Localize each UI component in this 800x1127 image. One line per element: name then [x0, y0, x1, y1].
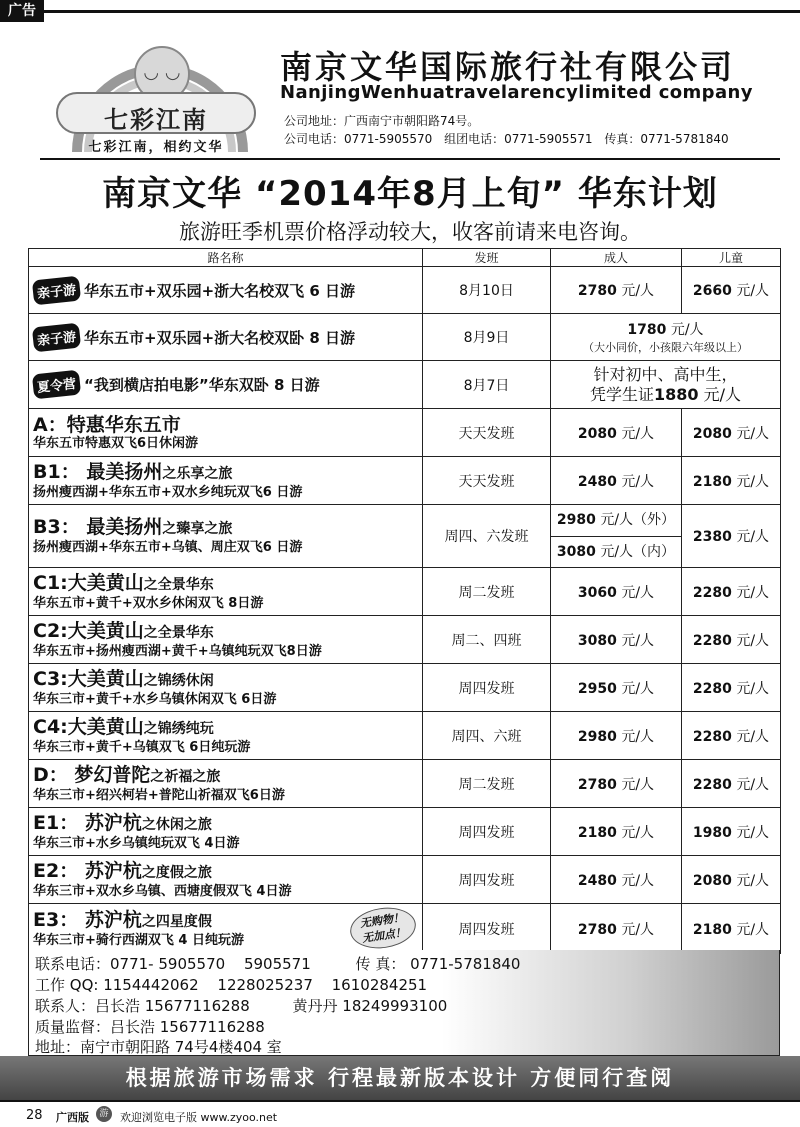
- adult-price-cell: [551, 712, 682, 760]
- plan-title: 南京文华 “2014年8月上旬” 华东计划: [102, 174, 718, 214]
- route-suffix: 之度假之旅: [141, 864, 212, 881]
- adult-price: 2780: [577, 776, 617, 793]
- contact-quality: 质量监督：吕长浩 15677116288: [35, 1018, 265, 1036]
- child-price-cell: [682, 267, 781, 314]
- contact-phone: 联系电话：0771- 5905570: [35, 955, 226, 973]
- adult-price: 2780: [577, 921, 617, 938]
- route-name-line: [33, 516, 422, 540]
- route-name-line: [33, 812, 422, 836]
- route-name-line: [33, 572, 422, 596]
- adult-price: 3080: [577, 632, 617, 649]
- adult-price-cell: [551, 361, 781, 409]
- route-name: E2： 苏沪杭: [33, 859, 142, 882]
- route-cell: [29, 664, 423, 712]
- route-name: B1： 最美扬州: [33, 460, 163, 483]
- contact-person-2: 黄丹丹 18249993100: [292, 997, 448, 1015]
- header-departure: 发班: [423, 249, 551, 267]
- child-unit: 元/人: [736, 283, 770, 299]
- route-desc: 华东五市+扬州瘦西湖+黄千+乌镇纯玩双飞8日游: [33, 643, 322, 659]
- adult-price-cell: [551, 664, 682, 712]
- route-cell: [29, 361, 423, 409]
- adult-price: 2180: [577, 824, 617, 841]
- adult-price-cell: [551, 505, 682, 568]
- adult-price-cell: [551, 616, 682, 664]
- adult-price-inside: [551, 536, 681, 567]
- table-row: [29, 616, 781, 664]
- child-price: 1980: [692, 824, 732, 841]
- child-price-cell: [682, 568, 781, 616]
- smile-icon: ◡ ◡: [143, 62, 181, 83]
- company-phones: [284, 130, 737, 147]
- adult-price: 2780: [577, 283, 617, 299]
- adult-unit: 元/人: [621, 872, 655, 889]
- adult-unit: 元/人: [621, 584, 655, 601]
- adult-price-cell: [551, 409, 682, 457]
- route-name: “我到横店拍电影”华东双卧 8 日游: [84, 376, 320, 394]
- route-desc: 扬州瘦西湖+华东五市+乌镇、周庄双飞6 日游: [33, 540, 303, 555]
- route-name-line: [33, 620, 422, 644]
- adult-price: 2980: [556, 512, 596, 528]
- route-suffix: 之乐享之旅: [162, 465, 233, 482]
- adult-price: 2480: [577, 872, 617, 889]
- child-price-cell: [682, 664, 781, 712]
- ad-label: 广告: [0, 0, 44, 22]
- child-price-cell: [682, 712, 781, 760]
- route-name: C2:大美黄山: [33, 619, 144, 642]
- adult-price: 2980: [577, 728, 617, 745]
- route-desc: 华东三市+黄千+乌镇双飞 6日纯玩游: [33, 739, 251, 755]
- child-price: 2280: [692, 776, 732, 793]
- route-desc: 华东三市+水乡乌镇纯玩双飞 4日游: [33, 835, 240, 851]
- child-unit: 元/人: [736, 824, 770, 841]
- route-suffix: 之锦绣休闲: [143, 672, 214, 689]
- adult-unit: 元/人（外）: [600, 512, 676, 528]
- contact-qq-2: 1228025237: [217, 976, 313, 994]
- table-header-row: [29, 249, 781, 267]
- route-name: C3:大美黄山: [33, 667, 144, 690]
- adult-price-cell: [551, 904, 682, 954]
- child-unit: 元/人: [736, 680, 770, 697]
- contact-phone-line: [35, 953, 534, 974]
- adult-unit: 元/人: [621, 680, 655, 697]
- contact-phone-2: 5905571: [243, 955, 311, 973]
- company-header: [40, 24, 780, 158]
- price-note-line: [551, 385, 780, 405]
- route-cell: [29, 712, 423, 760]
- route-cell: [29, 409, 423, 457]
- price-note: 针对初中、高中生，: [593, 364, 738, 384]
- edition-label: 广西版: [56, 1111, 89, 1124]
- departure-cell: 周二发班: [423, 568, 551, 616]
- table-row: [29, 457, 781, 505]
- route-cell: [29, 267, 423, 314]
- route-name-line: [33, 716, 422, 740]
- contact-qq-3: 1610284251: [331, 976, 428, 994]
- table-row: [29, 267, 781, 314]
- adult-price-cell: [551, 267, 682, 314]
- contact-fax: 传 真： 0771-5781840: [355, 955, 521, 973]
- route-desc: 华东五市+黄千+双水乡休闲双飞 8日游: [33, 595, 264, 611]
- route-suffix: 之臻享之旅: [162, 521, 233, 537]
- company-logo: [40, 24, 272, 156]
- child-price: 2180: [692, 473, 732, 490]
- route-desc: 华东五市特惠双飞6日休闲游: [33, 435, 199, 451]
- summer-camp-badge: 夏令营: [32, 370, 81, 400]
- adult-unit: 元/人: [621, 473, 655, 490]
- route-name-line: [33, 461, 422, 485]
- child-price: 2280: [692, 728, 732, 745]
- route-desc: 华东三市+双水乡乌镇、西塘度假双飞 4日游: [33, 883, 292, 899]
- table-row: [29, 409, 781, 457]
- adult-unit: 元/人: [621, 283, 655, 299]
- table-row: [29, 314, 781, 361]
- adult-price: 3060: [577, 584, 617, 601]
- route-name: 华东五市+双乐园+浙大名校双飞 6 日游: [84, 281, 356, 300]
- departure-cell: 天天发班: [423, 409, 551, 457]
- header-adult: 成人: [551, 249, 682, 267]
- route-name: C4:大美黄山: [33, 715, 144, 738]
- table-row: [29, 361, 781, 409]
- child-price: 2280: [692, 632, 732, 649]
- departure-cell: 天天发班: [423, 457, 551, 505]
- header-child: 儿童: [682, 249, 781, 267]
- price-note-prefix: 凭学生证: [589, 384, 654, 404]
- route-desc: 华东三市+黄千+水乡乌镇休闲双飞 6日游: [33, 691, 277, 707]
- route-desc: 扬州瘦西湖+华东五市+双水乡纯玩双飞6 日游: [33, 484, 303, 500]
- child-unit: 元/人: [736, 872, 770, 889]
- top-bar: [0, 0, 800, 24]
- stamp-line: 无购物！: [359, 911, 405, 931]
- adult-price: 1780: [627, 322, 667, 338]
- adult-unit: 元/人: [670, 322, 704, 338]
- company-fax: 传真：0771-5781840: [604, 132, 729, 146]
- logo-slogan: 七彩江南，相约文华: [88, 140, 224, 155]
- company-address: 公司地址：广西南宁市朝阳路74号。: [284, 114, 480, 128]
- child-unit: 元/人: [736, 728, 770, 745]
- child-price-cell: [682, 457, 781, 505]
- route-cell: [29, 457, 423, 505]
- table-row: [29, 808, 781, 856]
- route-name: E1： 苏沪杭: [33, 811, 142, 834]
- route-suffix: 之休闲之旅: [141, 816, 212, 833]
- child-price: 2280: [692, 680, 732, 697]
- child-unit: 元/人: [736, 776, 770, 793]
- table-row: [29, 505, 781, 568]
- page-number: 28: [26, 1108, 43, 1123]
- adult-unit: 元/人: [621, 824, 655, 841]
- departure-cell: 周四发班: [423, 904, 551, 954]
- child-price-cell: [682, 856, 781, 904]
- route-name-line: [33, 764, 422, 788]
- child-price-cell: [682, 808, 781, 856]
- table-row: [29, 568, 781, 616]
- child-price-cell: [682, 505, 781, 568]
- departure-cell: 周二发班: [423, 760, 551, 808]
- route-cell: [29, 616, 423, 664]
- adult-price: 2080: [577, 425, 617, 442]
- table-row: [29, 760, 781, 808]
- route-suffix: 之锦绣纯玩: [143, 720, 214, 737]
- adult-price-cell: [551, 457, 682, 505]
- child-unit: 元/人: [736, 473, 770, 490]
- contact-person-line: [35, 995, 461, 1016]
- departure-cell: 8月10日: [423, 267, 551, 314]
- price-note: （大小同价，小孩限六年级以上）: [583, 341, 748, 354]
- departure-cell: 周四、六发班: [423, 505, 551, 568]
- adult-unit: 元/人: [621, 632, 655, 649]
- group-phone: 组团电话：0771-5905571: [444, 132, 593, 146]
- route-cell: [29, 856, 423, 904]
- route-suffix: 之全景华东: [143, 576, 214, 593]
- departure-cell: 周四、六班: [423, 712, 551, 760]
- route-name: E3： 苏沪杭: [33, 908, 142, 931]
- contact-address: 地址：南宁市朝阳路 74号4楼404 室: [35, 1038, 282, 1056]
- adult-price: 1880: [653, 384, 699, 404]
- child-unit: 元/人: [736, 632, 770, 649]
- family-badge: 亲子游: [32, 275, 81, 305]
- table-row: [29, 856, 781, 904]
- contact-person-1: 联系人：吕长浩 15677116288: [35, 997, 250, 1015]
- adult-unit: 元/人: [621, 425, 655, 442]
- departure-cell: 周四发班: [423, 856, 551, 904]
- route-table: [28, 248, 781, 954]
- route-suffix: 之祈福之旅: [150, 768, 221, 785]
- adult-unit: 元/人: [621, 776, 655, 793]
- header-divider: [40, 158, 780, 160]
- child-unit: 元/人: [736, 921, 770, 938]
- child-price: 2080: [692, 872, 732, 889]
- child-unit: 元/人: [736, 529, 770, 545]
- route-cell: [29, 505, 423, 568]
- adult-price: 2480: [577, 473, 617, 490]
- route-desc: 华东三市+骑行西湖双飞 4 日纯玩游: [33, 932, 244, 948]
- route-name: A：特惠华东五市: [33, 413, 181, 436]
- contact-qq: 工作 QQ: 1154442062: [35, 976, 199, 994]
- adult-unit: 元/人: [621, 921, 655, 938]
- route-desc: 华东三市+绍兴柯岩+普陀山祈福双飞6日游: [33, 787, 285, 803]
- plan-notice: 旅游旺季机票价格浮动较大，收客前请来电咨询。: [179, 220, 641, 244]
- route-cell: [29, 760, 423, 808]
- bottom-banner: 根据旅游市场需求 行程最新版本设计 方便同行查阅: [0, 1056, 800, 1100]
- table-row: [29, 712, 781, 760]
- family-badge: 亲子游: [32, 322, 81, 352]
- contact-section: [28, 950, 780, 1056]
- route-name: 华东五市+双乐园+浙大名校双卧 8 日游: [84, 328, 356, 347]
- company-name-en: NanjingWenhuatravelarencylimited company: [280, 82, 753, 103]
- route-cell: [29, 808, 423, 856]
- child-price-cell: [682, 904, 781, 954]
- route-suffix: 之四星度假: [141, 913, 212, 930]
- route-cell: [29, 904, 423, 954]
- child-unit: 元/人: [736, 425, 770, 442]
- child-price: 2180: [692, 921, 732, 938]
- route-suffix: 之全景华东: [143, 624, 214, 641]
- child-price: 2660: [692, 283, 732, 299]
- adult-unit: 元/人（内）: [600, 544, 676, 560]
- adult-unit: 元/人: [703, 384, 742, 404]
- top-rule: [44, 10, 800, 13]
- adult-price-cell: [551, 760, 682, 808]
- stamp-line: 无加点！: [361, 925, 407, 945]
- table-row: [29, 904, 781, 954]
- page-footer: [0, 1100, 800, 1127]
- child-price: 2380: [692, 529, 732, 545]
- child-price-cell: [682, 409, 781, 457]
- route-name: D： 梦幻普陀: [33, 763, 151, 786]
- route-name: B3： 最美扬州: [33, 516, 163, 538]
- child-price-cell: [682, 760, 781, 808]
- departure-cell: 周四发班: [423, 664, 551, 712]
- contact-qq-line: [35, 974, 441, 995]
- adult-price-cell: [551, 808, 682, 856]
- edition-icon: 游: [96, 1106, 112, 1122]
- adult-price-cell: [551, 568, 682, 616]
- route-cell: [29, 568, 423, 616]
- route-name: C1:大美黄山: [33, 571, 144, 594]
- adult-price-outside: [551, 505, 681, 536]
- header-route: 路名称: [29, 249, 423, 267]
- logo-text: 七彩江南: [104, 105, 208, 134]
- departure-cell: 周四发班: [423, 808, 551, 856]
- adult-price: 2950: [577, 680, 617, 697]
- table-row: [29, 664, 781, 712]
- child-price: 2280: [692, 584, 732, 601]
- departure-cell: 8月7日: [423, 361, 551, 409]
- child-price: 2080: [692, 425, 732, 442]
- child-unit: 元/人: [736, 584, 770, 601]
- route-cell: [29, 314, 423, 361]
- departure-cell: 8月9日: [423, 314, 551, 361]
- adult-price-cell: [551, 314, 781, 361]
- route-name-line: [33, 860, 422, 884]
- departure-cell: 周二、四班: [423, 616, 551, 664]
- adult-price-cell: [551, 856, 682, 904]
- company-name-cn: 南京文华国际旅行社有限公司: [280, 48, 736, 86]
- child-price-cell: [682, 616, 781, 664]
- adult-price: 3080: [556, 544, 596, 560]
- company-phone: 公司电话：0771-5905570: [284, 132, 433, 146]
- adult-unit: 元/人: [621, 728, 655, 745]
- route-name-line: [33, 668, 422, 692]
- site-link[interactable]: 欢迎浏览电子版 www.zyoo.net: [120, 1111, 278, 1124]
